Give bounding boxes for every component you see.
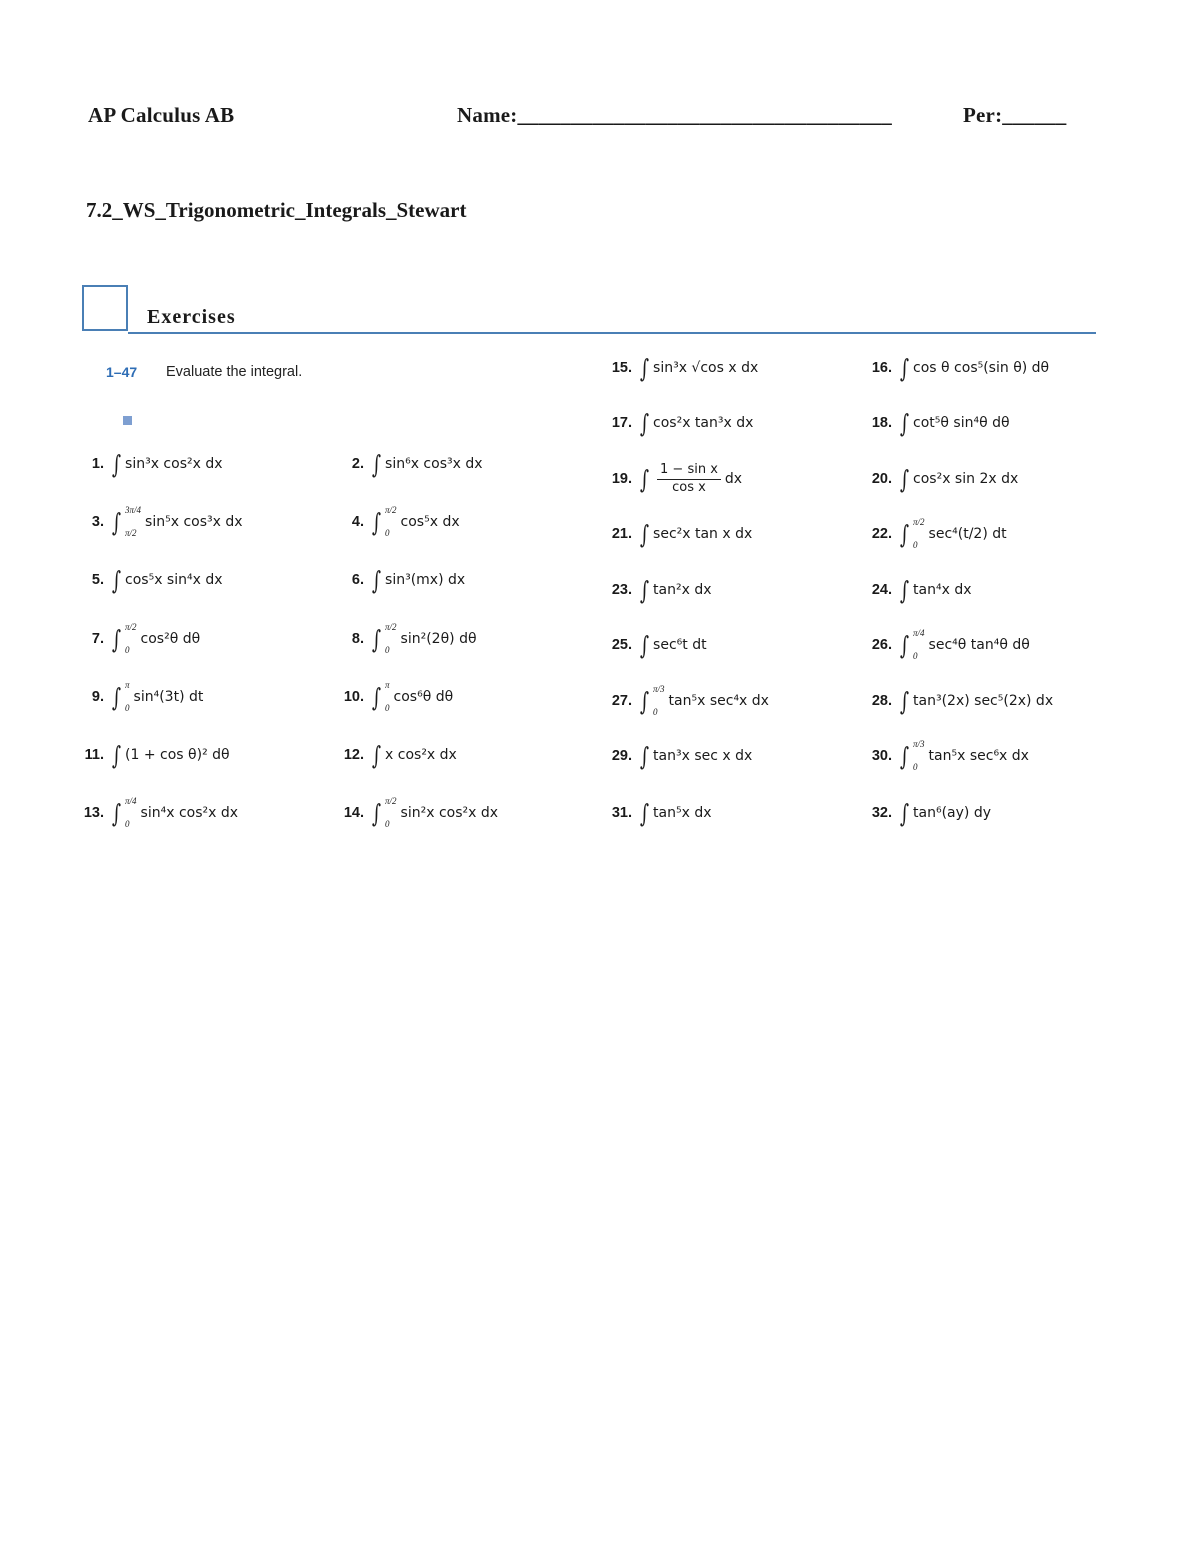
integral bbox=[898, 408, 1010, 438]
lower-limit: 0 bbox=[913, 651, 918, 661]
integrand-expression: tan⁵x sec⁴x dx bbox=[668, 693, 769, 709]
problem-22 bbox=[866, 519, 1007, 549]
problem-number: 16. bbox=[871, 360, 892, 376]
integral bbox=[110, 623, 200, 655]
lower-limit: π/2 bbox=[125, 528, 137, 538]
integral bbox=[898, 629, 1030, 661]
problem-number: 23. bbox=[611, 582, 632, 598]
integral-sign-icon: ∫ bbox=[639, 741, 650, 771]
integral bbox=[898, 353, 1050, 383]
integrand-expression: sin⁴(3t) dt bbox=[133, 689, 204, 705]
problem-29 bbox=[606, 741, 752, 771]
problem-6 bbox=[338, 565, 465, 595]
exercises-heading: Exercises bbox=[147, 306, 236, 328]
integral-sign-icon: ∫ bbox=[111, 624, 122, 654]
integral-limits bbox=[385, 623, 397, 655]
exercise-range: 1–47 bbox=[106, 364, 138, 380]
problem-number: 29. bbox=[611, 748, 632, 764]
integrand-expression: sec⁴(t/2) dt bbox=[928, 526, 1007, 542]
problem-number: 27. bbox=[611, 693, 632, 709]
integral bbox=[638, 408, 754, 438]
integrand-expression: tan³x sec x dx bbox=[653, 748, 753, 764]
integral bbox=[370, 506, 460, 538]
integral-limits bbox=[653, 685, 665, 717]
integrand-expression: x cos²x dx bbox=[385, 747, 457, 763]
integrand-expression: tan²x dx bbox=[653, 582, 712, 598]
problem-number: 26. bbox=[871, 637, 892, 653]
problem-number: 18. bbox=[871, 415, 892, 431]
integral bbox=[370, 740, 457, 770]
upper-limit: π/2 bbox=[125, 622, 137, 632]
integral bbox=[370, 565, 466, 595]
integrand-expression: sec²x tan x dx bbox=[653, 526, 753, 542]
problem-4 bbox=[338, 507, 460, 537]
name-field-label: Name:___________________________________ bbox=[457, 103, 892, 127]
lower-limit: 0 bbox=[125, 819, 130, 829]
lower-limit: 0 bbox=[385, 528, 390, 538]
exercises-box-icon bbox=[82, 285, 128, 331]
integral-limits bbox=[385, 681, 390, 713]
problem-number: 9. bbox=[91, 689, 104, 705]
problem-number: 3. bbox=[91, 514, 104, 530]
integral-limits bbox=[385, 506, 397, 538]
lower-limit: 0 bbox=[385, 703, 390, 713]
integrand-expression: cos⁶θ dθ bbox=[393, 689, 454, 705]
integral bbox=[638, 462, 742, 496]
integrand-expression: cos²θ dθ bbox=[140, 631, 201, 647]
upper-limit: π bbox=[125, 680, 130, 690]
problem-11 bbox=[78, 740, 230, 770]
problem-number: 24. bbox=[871, 582, 892, 598]
integral bbox=[898, 575, 972, 605]
integral bbox=[110, 740, 230, 770]
problem-23 bbox=[606, 575, 712, 605]
problem-3 bbox=[78, 507, 243, 537]
integral-sign-icon: ∫ bbox=[899, 408, 910, 438]
integrand-expression: tan⁴x dx bbox=[913, 582, 972, 598]
integral bbox=[110, 681, 203, 713]
integral-sign-icon: ∫ bbox=[899, 464, 910, 494]
integral-sign-icon: ∫ bbox=[111, 449, 122, 479]
integral-sign-icon: ∫ bbox=[371, 682, 382, 712]
integrand-expression: sec⁴θ tan⁴θ dθ bbox=[928, 637, 1030, 653]
integrand-expression: sin⁵x cos³x dx bbox=[145, 514, 243, 530]
integral bbox=[370, 623, 477, 655]
integral-sign-icon: ∫ bbox=[899, 686, 910, 716]
problem-number: 4. bbox=[351, 514, 364, 530]
problem-1 bbox=[78, 449, 223, 479]
problem-number: 1. bbox=[91, 456, 104, 472]
integrand-expression: tan⁵x sec⁶x dx bbox=[928, 748, 1029, 764]
problem-number: 2. bbox=[351, 456, 364, 472]
problem-30 bbox=[866, 741, 1029, 771]
lower-limit: 0 bbox=[125, 645, 130, 655]
problem-16 bbox=[866, 353, 1049, 383]
integrand-expression: cos θ cos⁵(sin θ) dθ bbox=[913, 360, 1050, 376]
worksheet-title: 7.2_WS_Trigonometric_Integrals_Stewart bbox=[86, 198, 467, 222]
problem-number: 22. bbox=[871, 526, 892, 542]
integral-limits bbox=[125, 623, 137, 655]
period-field-label: Per:______ bbox=[963, 103, 1067, 127]
upper-limit: π/2 bbox=[385, 505, 397, 515]
problem-number: 5. bbox=[91, 572, 104, 588]
integrand-expression: sin³(mx) dx bbox=[385, 572, 466, 588]
lower-limit: 0 bbox=[913, 762, 918, 772]
integral bbox=[898, 740, 1029, 772]
integral-sign-icon: ∫ bbox=[111, 507, 122, 537]
problem-13 bbox=[78, 798, 238, 828]
integral-sign-icon: ∫ bbox=[111, 682, 122, 712]
integrand-expression: cot⁵θ sin⁴θ dθ bbox=[913, 415, 1010, 431]
integrand-fraction bbox=[657, 462, 721, 496]
integrand-expression: tan³(2x) sec⁵(2x) dx bbox=[913, 693, 1054, 709]
lower-limit: 0 bbox=[385, 819, 390, 829]
integral bbox=[110, 797, 238, 829]
upper-limit: π/2 bbox=[385, 796, 397, 806]
integral bbox=[638, 353, 759, 383]
problem-31 bbox=[606, 798, 712, 828]
integral-limits bbox=[385, 797, 397, 829]
integral bbox=[898, 686, 1054, 716]
integral bbox=[898, 518, 1007, 550]
integral bbox=[638, 519, 753, 549]
problem-10 bbox=[338, 682, 453, 712]
problem-27 bbox=[606, 686, 769, 716]
integral-sign-icon: ∫ bbox=[371, 798, 382, 828]
problem-number: 20. bbox=[871, 471, 892, 487]
upper-limit: π bbox=[385, 680, 390, 690]
integrand-expression: cos²x sin 2x dx bbox=[913, 471, 1019, 487]
problem-number: 17. bbox=[611, 415, 632, 431]
upper-limit: 3π/4 bbox=[125, 505, 142, 515]
integral-sign-icon: ∫ bbox=[111, 565, 122, 595]
integral-sign-icon: ∫ bbox=[899, 630, 910, 660]
integral-sign-icon: ∫ bbox=[639, 798, 650, 828]
integral-sign-icon: ∫ bbox=[899, 798, 910, 828]
upper-limit: π/3 bbox=[913, 739, 925, 749]
integral-sign-icon: ∫ bbox=[111, 798, 122, 828]
problem-number: 30. bbox=[871, 748, 892, 764]
problem-number: 19. bbox=[611, 471, 632, 487]
integral-sign-icon: ∫ bbox=[639, 408, 650, 438]
integral-sign-icon: ∫ bbox=[371, 449, 382, 479]
problem-number: 13. bbox=[83, 805, 104, 821]
lower-limit: 0 bbox=[913, 540, 918, 550]
integral bbox=[898, 464, 1019, 494]
integrand-expression: tan⁵x dx bbox=[653, 805, 712, 821]
integrand-expression: sin⁶x cos³x dx bbox=[385, 456, 483, 472]
bullet-square-icon bbox=[123, 416, 132, 425]
problem-24 bbox=[866, 575, 972, 605]
upper-limit: π/3 bbox=[653, 684, 665, 694]
fraction-numerator: 1 − sin x bbox=[657, 462, 721, 479]
problem-number: 12. bbox=[343, 747, 364, 763]
lower-limit: 0 bbox=[653, 707, 658, 717]
upper-limit: π/4 bbox=[125, 796, 137, 806]
integral bbox=[110, 506, 243, 538]
upper-limit: π/2 bbox=[913, 517, 925, 527]
problem-number: 7. bbox=[91, 631, 104, 647]
problem-32 bbox=[866, 798, 991, 828]
integral-sign-icon: ∫ bbox=[639, 464, 650, 494]
integrand-expression: tan⁶(ay) dy bbox=[913, 805, 991, 821]
problem-number: 8. bbox=[351, 631, 364, 647]
integral-sign-icon: ∫ bbox=[639, 575, 650, 605]
problem-28 bbox=[866, 686, 1053, 716]
course-title: AP Calculus AB bbox=[88, 103, 235, 127]
integrand-expression: sin²(2θ) dθ bbox=[400, 631, 477, 647]
problem-8 bbox=[338, 624, 477, 654]
integral-sign-icon: ∫ bbox=[899, 575, 910, 605]
integrand-expression: dx bbox=[724, 471, 743, 487]
integrand-expression: cos⁵x dx bbox=[400, 514, 460, 530]
integrand-expression: sin²x cos²x dx bbox=[400, 805, 499, 821]
integral-limits bbox=[125, 681, 130, 713]
integral-limits bbox=[125, 797, 137, 829]
integral-sign-icon: ∫ bbox=[371, 565, 382, 595]
integrand-expression: sin³x cos²x dx bbox=[125, 456, 223, 472]
integral-sign-icon: ∫ bbox=[899, 519, 910, 549]
problem-number: 11. bbox=[84, 747, 104, 763]
problem-number: 21. bbox=[611, 526, 632, 542]
problem-number: 28. bbox=[871, 693, 892, 709]
integral bbox=[638, 685, 769, 717]
problem-number: 25. bbox=[611, 637, 632, 653]
integral-sign-icon: ∫ bbox=[639, 686, 650, 716]
integral-sign-icon: ∫ bbox=[371, 507, 382, 537]
integral bbox=[370, 681, 453, 713]
problem-14 bbox=[338, 798, 498, 828]
integrand-expression: cos²x tan³x dx bbox=[653, 415, 754, 431]
problem-number: 15. bbox=[611, 360, 632, 376]
problem-number: 31. bbox=[611, 805, 632, 821]
integral-sign-icon: ∫ bbox=[899, 353, 910, 383]
integral bbox=[898, 798, 991, 828]
integral-sign-icon: ∫ bbox=[111, 740, 122, 770]
upper-limit: π/2 bbox=[385, 622, 397, 632]
integrand-expression: sin³x √cos x dx bbox=[653, 360, 759, 376]
integral-sign-icon: ∫ bbox=[639, 353, 650, 383]
integral bbox=[110, 449, 223, 479]
integral-sign-icon: ∫ bbox=[639, 630, 650, 660]
problem-18 bbox=[866, 408, 1010, 438]
integral-sign-icon: ∫ bbox=[371, 740, 382, 770]
problem-17 bbox=[606, 408, 753, 438]
problem-5 bbox=[78, 565, 223, 595]
problem-number: 10. bbox=[343, 689, 364, 705]
integrand-expression: sin⁴x cos²x dx bbox=[140, 805, 239, 821]
problem-19 bbox=[606, 464, 742, 494]
integral-limits bbox=[125, 506, 141, 538]
integrand-expression: cos⁵x sin⁴x dx bbox=[125, 572, 223, 588]
problem-9 bbox=[78, 682, 203, 712]
exercise-instruction: Evaluate the integral. bbox=[166, 364, 303, 380]
problem-12 bbox=[338, 740, 457, 770]
integral bbox=[370, 797, 498, 829]
upper-limit: π/4 bbox=[913, 628, 925, 638]
integral bbox=[638, 798, 712, 828]
integral-sign-icon: ∫ bbox=[371, 624, 382, 654]
integral bbox=[638, 741, 753, 771]
integral bbox=[638, 630, 707, 660]
problem-7 bbox=[78, 624, 200, 654]
problem-number: 14. bbox=[343, 805, 364, 821]
integral-limits bbox=[913, 740, 925, 772]
exercises-divider bbox=[128, 332, 1096, 334]
integral bbox=[110, 565, 223, 595]
integrand-expression: sec⁶t dt bbox=[653, 637, 707, 653]
problem-number: 32. bbox=[871, 805, 892, 821]
integral-sign-icon: ∫ bbox=[639, 519, 650, 549]
problem-26 bbox=[866, 630, 1030, 660]
fraction-denominator: cos x bbox=[672, 479, 706, 495]
problem-20 bbox=[866, 464, 1018, 494]
integral bbox=[638, 575, 712, 605]
problem-2 bbox=[338, 449, 483, 479]
integral bbox=[370, 449, 483, 479]
integrand-expression: (1 + cos θ)² dθ bbox=[125, 747, 230, 763]
problem-25 bbox=[606, 630, 707, 660]
integral-limits bbox=[913, 518, 925, 550]
lower-limit: 0 bbox=[385, 645, 390, 655]
lower-limit: 0 bbox=[125, 703, 130, 713]
problem-21 bbox=[606, 519, 752, 549]
integral-limits bbox=[913, 629, 925, 661]
problem-15 bbox=[606, 353, 758, 383]
problem-number: 6. bbox=[351, 572, 364, 588]
integral-sign-icon: ∫ bbox=[899, 741, 910, 771]
